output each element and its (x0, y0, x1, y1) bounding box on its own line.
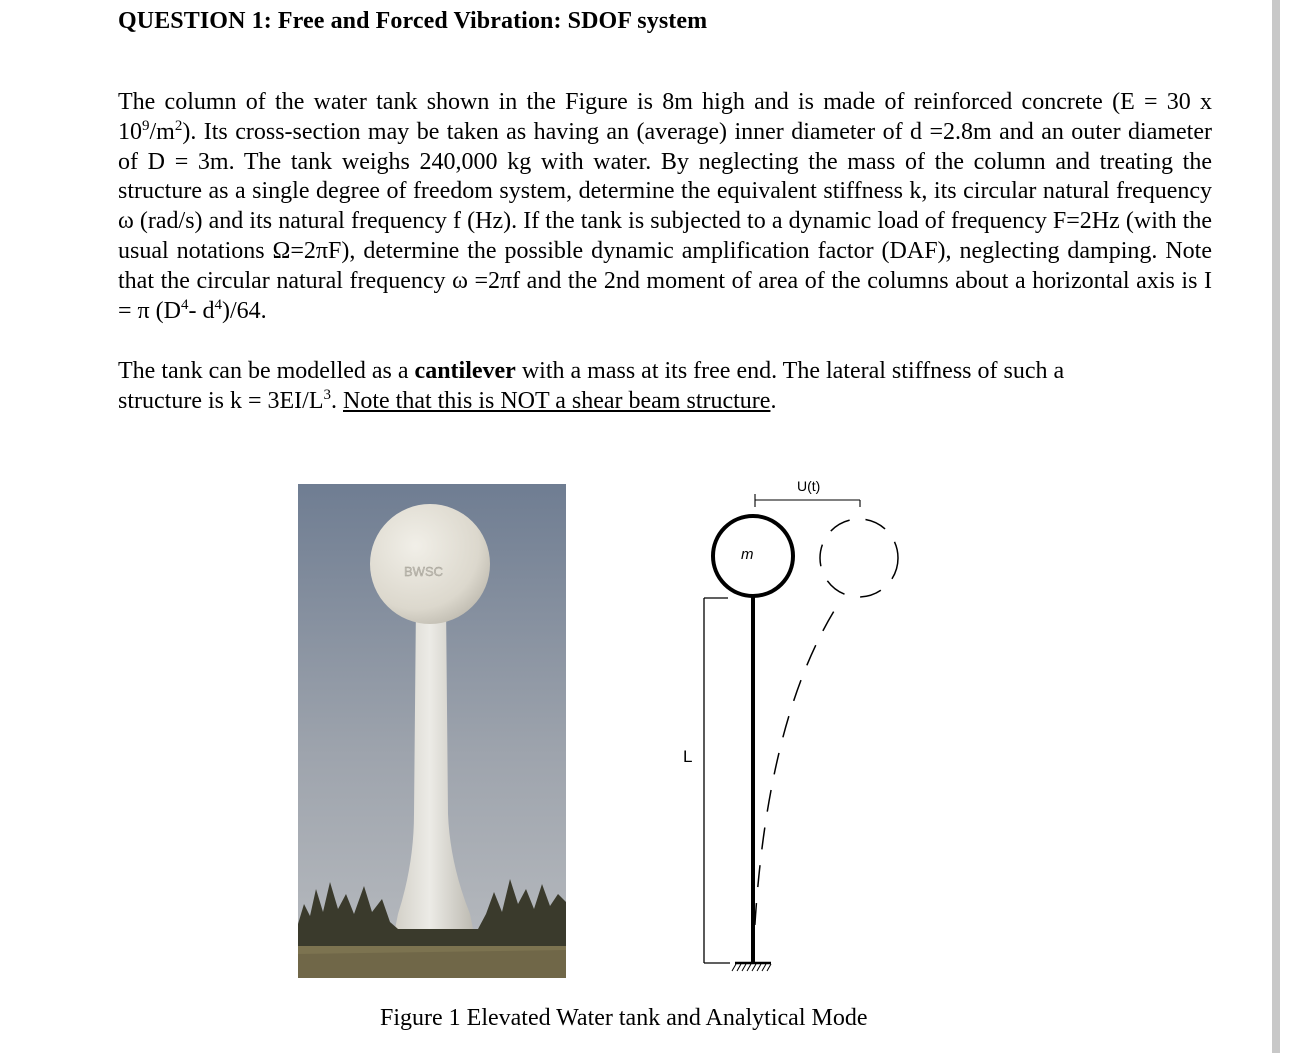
figure-caption: Figure 1 Elevated Water tank and Analytical Mode (380, 1005, 868, 1031)
deflected-column (753, 600, 841, 963)
text-run: The column of the water tank shown in the Figure is 8m high and is made of reinforced concrete (E = 30 x 10 (118, 89, 1212, 145)
superscript: 4 (214, 296, 222, 313)
question-heading: QUESTION 1: Free and Forced Vibration: SDOF system (118, 8, 708, 34)
grass-detail (298, 950, 566, 978)
text-run: - d (188, 297, 215, 324)
mass-label: m (741, 546, 754, 563)
superscript: 4 (180, 296, 189, 313)
problem-paragraph (118, 88, 1212, 326)
analytical-model (670, 470, 910, 980)
text-run: . (770, 387, 777, 414)
displacement-label: U(t) (797, 478, 821, 494)
bold-term: cantilever (414, 358, 516, 384)
superscript: 9 (142, 117, 150, 134)
superscript: 3 (323, 386, 331, 403)
text-run: . (331, 387, 343, 414)
scrollbar[interactable] (1272, 0, 1280, 1053)
text-run: )/64. (221, 297, 267, 324)
text-run: /m (149, 118, 175, 145)
model-paragraph (118, 357, 1078, 417)
superscript: 2 (174, 117, 183, 134)
length-label: L (683, 747, 693, 766)
deflected-mass (820, 519, 898, 597)
water-tank-photo (298, 484, 566, 978)
text-run: with a mass at its free end. The lateral stiffness of such a structure is k = 3EI/L (118, 358, 1065, 414)
text-run: ). Its cross-section may be taken as having an (average) inner diameter of d =2.8m and an outer diameter of D = 3m. The tank weighs 240,000 kg with water. By neglecting the mass of the column and treating the structure as a single degree of freedom system, determine the equivalent stiffness k, its circular natural frequency ω (rad/s) and its natural frequency f (Hz). If the tank is subjected to a dynamic load of frequency F=2Hz (with the usual notations Ω=2πF), determine the possible dynamic amplification factor (DAF), neglecting damping. Note that the circular natural frequency ω =2πf and the 2nd moment of area of the columns about a horizontal axis is I = π (D (118, 118, 1212, 324)
text-run: The tank can be modelled as a (118, 358, 415, 384)
support-hatching (732, 964, 771, 971)
tank-label: BWSC (404, 564, 443, 579)
underlined-note: Note that this is NOT a shear beam structure (343, 387, 771, 414)
